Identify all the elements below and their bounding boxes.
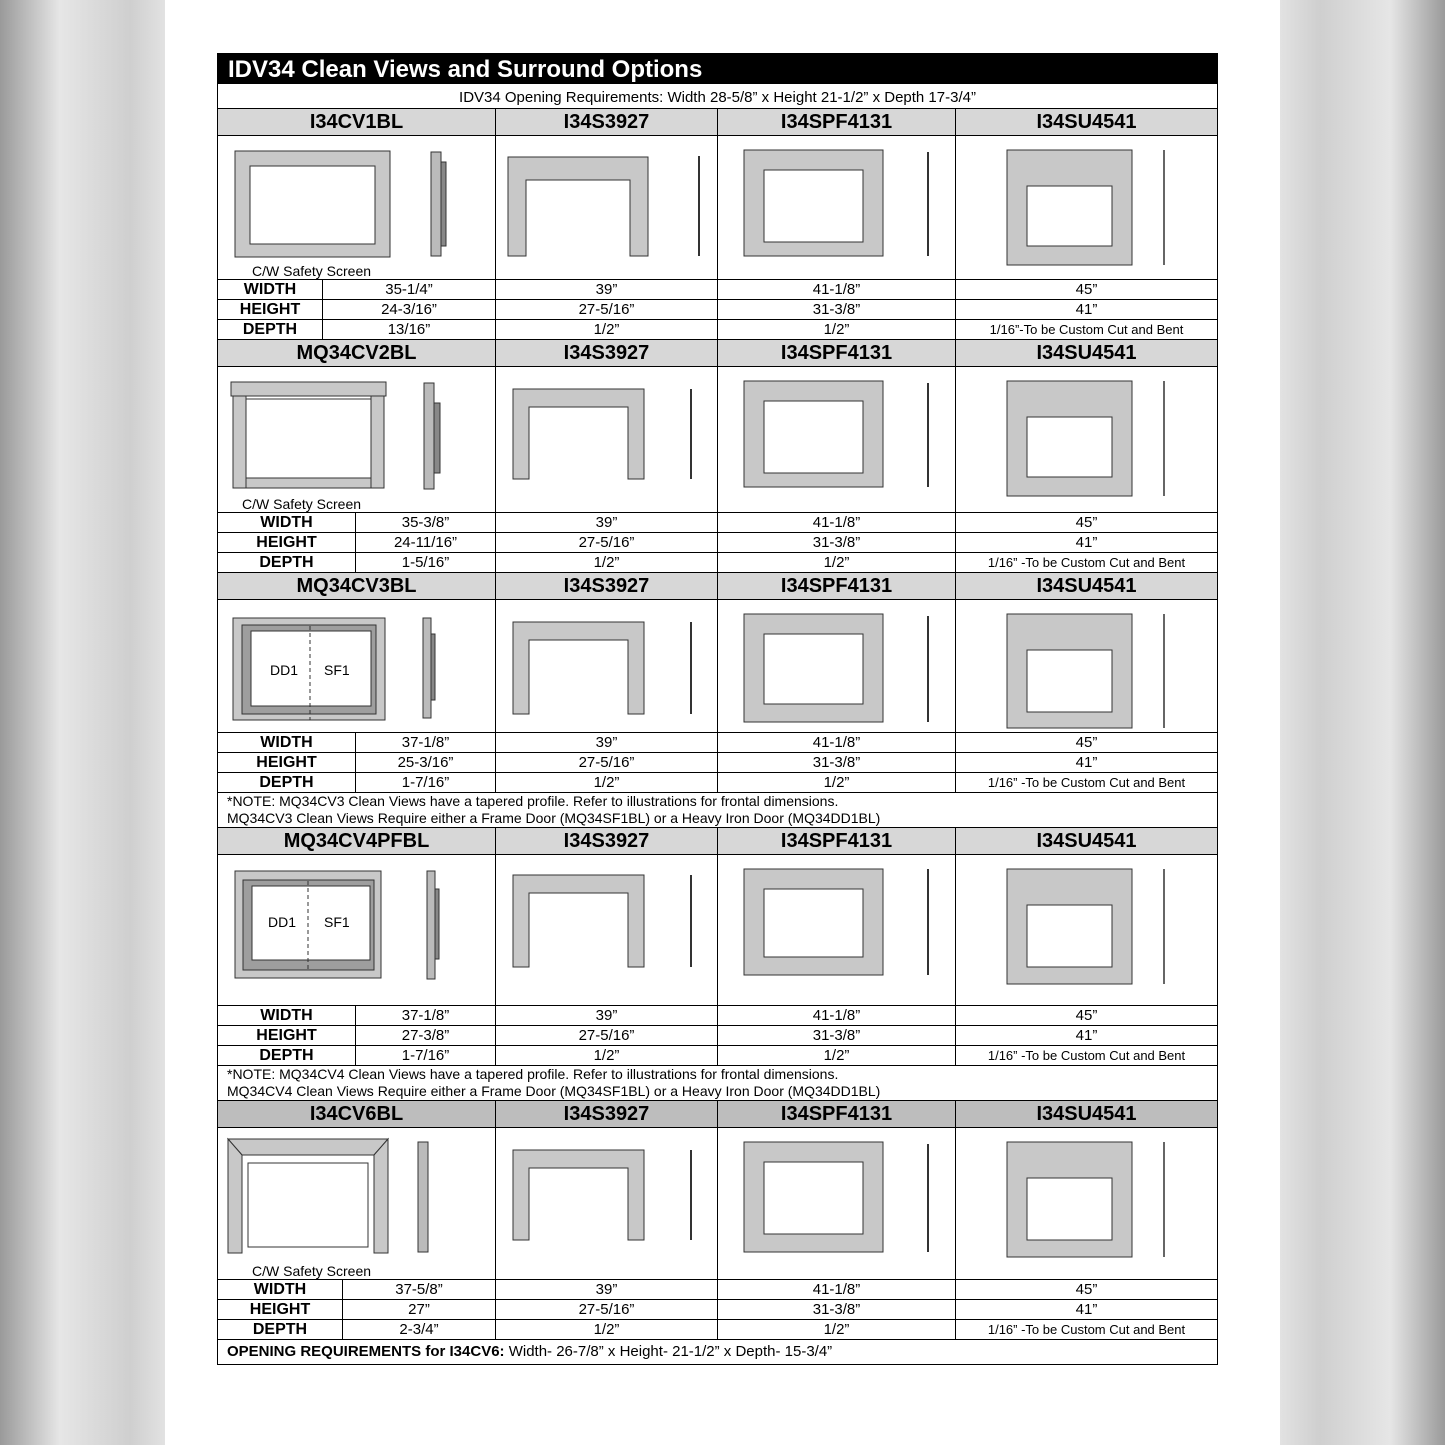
sf1-label: SF1 <box>324 662 350 678</box>
cell-value: 39” <box>496 733 718 752</box>
surround-frame-illustration <box>718 367 956 512</box>
product-header: I34SPF4131 <box>718 828 956 854</box>
cell-value: 27-5/16” <box>496 533 718 552</box>
cell-value: 1/2” <box>496 553 718 572</box>
cell-value: 24-11/16” <box>356 533 496 552</box>
section-header-row <box>218 573 1217 600</box>
cell-value: 27-5/16” <box>496 753 718 772</box>
cell-value: 1/2” <box>496 320 718 339</box>
note-line: *NOTE: MQ34CV3 Clean Views have a tapered profile. Refer to illustrations for frontal dimensions. <box>227 793 839 809</box>
row-label: DEPTH <box>218 553 356 572</box>
product-header: I34SU4541 <box>1036 342 1137 364</box>
product-header: I34SPF4131 <box>718 109 956 135</box>
note-line: MQ34CV3 Clean Views Require either a Frame Door (MQ34SF1BL) or a Heavy Iron Door (MQ34DD1BL) <box>227 810 881 826</box>
illustration-row <box>218 600 1217 733</box>
depth-row <box>218 1046 1217 1066</box>
cell-value: 1/2” <box>496 1320 718 1339</box>
spec-sheet <box>217 53 1218 1365</box>
sf1-label: SF1 <box>324 914 350 930</box>
product-header: I34S3927 <box>496 109 718 135</box>
surround-frame-illustration <box>718 600 956 732</box>
row-label: DEPTH <box>218 1320 343 1339</box>
surround-panel-illustration <box>956 367 1217 512</box>
cell-value: 31-3/8” <box>718 1300 956 1319</box>
product-header: I34SPF4131 <box>718 1101 956 1127</box>
cell-value: 45” <box>1075 514 1098 531</box>
cell-value: 25-3/16” <box>356 753 496 772</box>
width-row <box>218 513 1217 533</box>
cell-value: 37-1/8” <box>356 1006 496 1025</box>
row-label: HEIGHT <box>218 533 356 552</box>
surround-frame-illustration <box>718 1128 956 1279</box>
product-header: I34SU4541 <box>1036 111 1137 133</box>
illustration-row <box>218 855 1217 1006</box>
width-row <box>218 280 1217 300</box>
row-label: HEIGHT <box>218 1300 343 1319</box>
surround-illustration <box>496 855 718 1005</box>
row-label: WIDTH <box>218 733 356 752</box>
cell-value: 45” <box>1075 734 1098 751</box>
width-row <box>218 1280 1217 1300</box>
surround-panel-illustration <box>956 136 1217 279</box>
cell-value: 1-7/16” <box>356 1046 496 1065</box>
product-header: MQ34CV4PFBL <box>218 828 496 854</box>
opening-requirements: IDV34 Opening Requirements: Width 28-5/8” x Height 21-1/2” x Depth 17-3/4” <box>218 84 1217 109</box>
cell-value: 41-1/8” <box>718 513 956 532</box>
product-header: I34S3927 <box>496 340 718 366</box>
height-row <box>218 753 1217 773</box>
cell-value: 1/16” -To be Custom Cut and Bent <box>987 555 1186 570</box>
height-row <box>218 1300 1217 1320</box>
product-header: MQ34CV3BL <box>218 573 496 599</box>
product-header: I34SU4541 <box>1036 1103 1137 1125</box>
cell-value: 1/2” <box>718 773 956 792</box>
cell-value: 27-5/16” <box>496 1300 718 1319</box>
illustration-row <box>218 1128 1217 1280</box>
row-label: WIDTH <box>218 1006 356 1025</box>
illustration-row <box>218 367 1217 513</box>
safety-screen-caption: C/W Safety Screen <box>252 1263 372 1279</box>
cell-value: 45” <box>1075 281 1098 298</box>
dd1-label: DD1 <box>268 914 297 930</box>
height-row <box>218 300 1217 320</box>
surround-illustration <box>496 367 718 512</box>
clean-view-illustration <box>218 1128 496 1279</box>
cell-value: 41-1/8” <box>718 280 956 299</box>
product-header: MQ34CV2BL <box>218 340 496 366</box>
surround-frame-illustration <box>718 855 956 1005</box>
depth-row <box>218 320 1217 340</box>
cell-value: 27-5/16” <box>496 300 718 319</box>
cell-value: 31-3/8” <box>718 753 956 772</box>
cell-value: 1/2” <box>718 1320 956 1339</box>
footer-requirements <box>218 1340 1217 1364</box>
row-label: DEPTH <box>218 773 356 792</box>
surround-illustration <box>496 136 718 279</box>
cell-value: 1/16” -To be Custom Cut and Bent <box>987 1322 1186 1337</box>
cell-value: 41” <box>1075 1301 1098 1318</box>
cell-value: 41” <box>1075 1027 1098 1044</box>
cell-value: 1/2” <box>496 773 718 792</box>
row-label: DEPTH <box>218 1046 356 1065</box>
section-header-row <box>218 340 1217 367</box>
section-header-row <box>218 828 1217 855</box>
depth-row <box>218 1320 1217 1340</box>
cell-value: 1/16”-To be Custom Cut and Bent <box>989 322 1184 337</box>
safety-screen-caption: C/W Safety Screen <box>252 263 372 279</box>
page-title: IDV34 Clean Views and Surround Options <box>218 54 1217 84</box>
cell-value: 27” <box>343 1300 496 1319</box>
cell-value: 1/16” -To be Custom Cut and Bent <box>987 775 1186 790</box>
cell-value: 1-7/16” <box>356 773 496 792</box>
surround-panel-illustration <box>956 600 1217 732</box>
cell-value: 37-1/8” <box>356 733 496 752</box>
product-header: I34S3927 <box>496 1101 718 1127</box>
cell-value: 45” <box>1075 1281 1098 1298</box>
cell-value: 1/2” <box>496 1046 718 1065</box>
clean-view-illustration <box>218 367 496 512</box>
cell-value: 2-3/4” <box>343 1320 496 1339</box>
clean-view-illustration <box>218 855 496 1005</box>
depth-row <box>218 773 1217 793</box>
product-header: I34S3927 <box>496 573 718 599</box>
height-row <box>218 1026 1217 1046</box>
row-label: HEIGHT <box>218 300 323 319</box>
surround-panel-illustration <box>956 1128 1217 1279</box>
cell-value: 24-3/16” <box>323 300 496 319</box>
height-row <box>218 533 1217 553</box>
product-header: I34SPF4131 <box>718 340 956 366</box>
cell-value: 41” <box>1075 534 1098 551</box>
section-header-row <box>218 109 1217 136</box>
cell-value: 39” <box>496 280 718 299</box>
cell-value: 39” <box>496 1006 718 1025</box>
cell-value: 35-1/4” <box>323 280 496 299</box>
note-line: *NOTE: MQ34CV4 Clean Views have a tapered profile. Refer to illustrations for frontal dimensions. <box>227 1066 839 1082</box>
product-header: I34CV6BL <box>218 1101 496 1127</box>
depth-row <box>218 553 1217 573</box>
cell-value: 1/2” <box>718 1046 956 1065</box>
dd1-label: DD1 <box>270 662 299 678</box>
cell-value: 37-5/8” <box>343 1280 496 1299</box>
footer-label: OPENING REQUIREMENTS for I34CV6: <box>227 1343 505 1360</box>
cell-value: 41-1/8” <box>718 1280 956 1299</box>
product-header: I34SU4541 <box>1036 830 1137 852</box>
row-label: HEIGHT <box>218 753 356 772</box>
cell-value: 41” <box>1075 301 1098 318</box>
cell-value: 41-1/8” <box>718 1006 956 1025</box>
surround-panel-illustration <box>956 855 1217 1005</box>
product-header: I34SU4541 <box>1036 575 1137 597</box>
cell-value: 13/16” <box>323 320 496 339</box>
note-block <box>218 1066 1217 1101</box>
illustration-row <box>218 136 1217 280</box>
safety-screen-caption: C/W Safety Screen <box>242 496 362 512</box>
cell-value: 31-3/8” <box>718 300 956 319</box>
note-block <box>218 793 1217 828</box>
surround-illustration <box>496 1128 718 1279</box>
row-label: WIDTH <box>218 1280 343 1299</box>
cell-value: 27-5/16” <box>496 1026 718 1045</box>
row-label: DEPTH <box>218 320 323 339</box>
cell-value: 1/16” -To be Custom Cut and Bent <box>987 1048 1186 1063</box>
cell-value: 31-3/8” <box>718 1026 956 1045</box>
width-row <box>218 1006 1217 1026</box>
cell-value: 41” <box>1075 754 1098 771</box>
cell-value: 1/2” <box>718 320 956 339</box>
cell-value: 1/2” <box>718 553 956 572</box>
row-label: WIDTH <box>218 513 356 532</box>
cell-value: 35-3/8” <box>356 513 496 532</box>
cell-value: 27-3/8” <box>356 1026 496 1045</box>
product-header: I34CV1BL <box>218 109 496 135</box>
cell-value: 31-3/8” <box>718 533 956 552</box>
note-line: MQ34CV4 Clean Views Require either a Frame Door (MQ34SF1BL) or a Heavy Iron Door (MQ34DD1BL) <box>227 1083 881 1099</box>
cell-value: 39” <box>496 1280 718 1299</box>
cell-value: 45” <box>1075 1007 1098 1024</box>
cell-value: 41-1/8” <box>718 733 956 752</box>
clean-view-illustration <box>218 136 496 279</box>
clean-view-illustration <box>218 600 496 732</box>
cell-value: 1-5/16” <box>356 553 496 572</box>
cell-value: 39” <box>496 513 718 532</box>
surround-illustration <box>496 600 718 732</box>
surround-frame-illustration <box>718 136 956 279</box>
product-header: I34SPF4131 <box>718 573 956 599</box>
footer-text: Width- 26-7/8” x Height- 21-1/2” x Depth- 15-3/4” <box>504 1343 833 1360</box>
row-label: WIDTH <box>218 280 323 299</box>
section-header-row <box>218 1101 1217 1128</box>
row-label: HEIGHT <box>218 1026 356 1045</box>
width-row <box>218 733 1217 753</box>
product-header: I34S3927 <box>496 828 718 854</box>
